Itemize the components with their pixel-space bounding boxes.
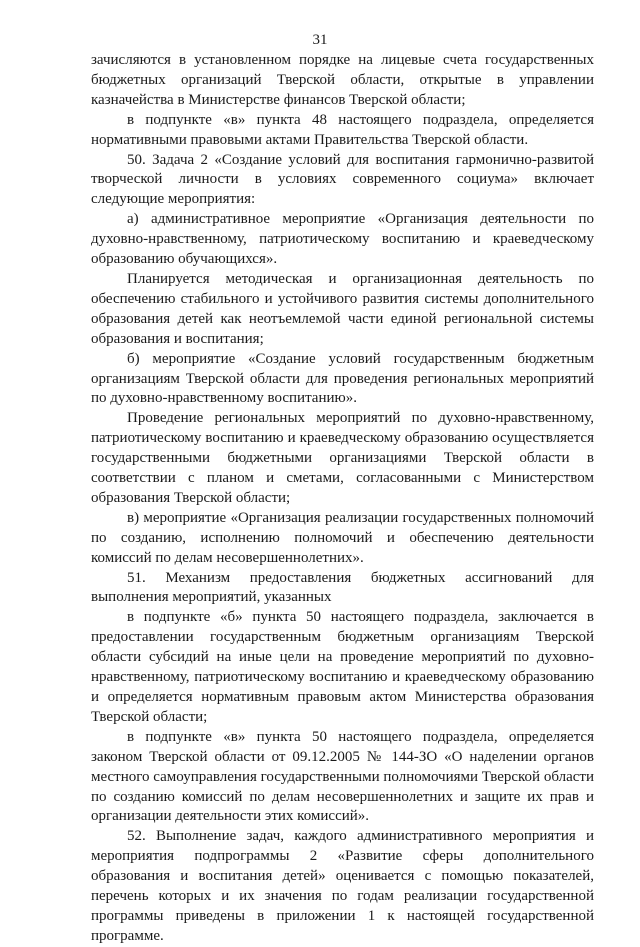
paragraph-continuation: зачисляются в установленном порядке на лицевые счета государственных бюджетных организаций Тверской области, открытые в управлении казначейства в Министерстве финансов Тверской области; — [91, 52, 594, 108]
paragraph-item-51: 51. Механизм предоставления бюджетных ассигнований для выполнения мероприятий, указанных — [91, 569, 594, 606]
paragraph-item-50: 50. Задача 2 «Создание условий для воспитания гармонично-развитой творческой личности в условиях современного социума» включает следующие мероприятия: — [91, 151, 594, 208]
paragraph-subpoint-v-48: в подпункте «в» пункта 48 настоящего подраздела, определяется нормативными правовыми актами Правительства Тверской области. — [91, 111, 594, 148]
paragraph-item-52: 52. Выполнение задач, каждого административного мероприятия и мероприятия подпрограммы 2 «Развитие сферы дополнительного образования и воспитания детей» оценивается с помощью показателей, перечень которых и их значения по годам реализации государственной программы приведены в приложении 1 к настоящей государственной программе. — [91, 828, 594, 944]
paragraph-item-50-b: б) мероприятие «Создание условий государственным бюджетным организациям Тверской области для проведения региональных мероприятий по духовно-нравственному воспитанию». — [91, 350, 594, 407]
paragraph-item-51-b: в подпункте «б» пункта 50 настоящего подраздела, заключается в предоставлении государственным бюджетным организациям Тверской области субсидий на иные цели на проведение мероприятий по духовно-нравственному, патриотическому воспитанию и краеведческому образованию и определяется нормативным правовым актом Министерства образования Тверской области; — [91, 609, 594, 725]
paragraph-planned-activity: Планируется методическая и организационная деятельность по обеспечению стабильного и устойчивого развития системы дополнительного образования детей как неотъемлемой части единой региональной системы образования и воспитания; — [91, 270, 594, 347]
paragraph-item-51-v: в подпункте «в» пункта 50 настоящего подраздела, определяется законом Тверской области от 09.12.2005 № 144-ЗО «О наделении органов местного самоуправления государственными полномочиями Тверской области по созданию комиссий по делам несовершеннолетних и защите их прав и организации деятельности этих комиссий». — [91, 728, 594, 825]
paragraph-item-50-v: в) мероприятие «Организация реализации государственных полномочий по созданию, исполнению полномочий и обеспечению деятельности комиссий по делам несовершеннолетних». — [91, 509, 594, 566]
paragraph-item-50-a: а) административное мероприятие «Организация деятельности по духовно-нравственному, патриотическому воспитанию и краеведческому образованию обучающихся». — [91, 211, 594, 268]
page-number: 31 — [312, 32, 328, 48]
paragraph-regional-events: Проведение региональных мероприятий по духовно-нравственному, патриотическому воспитанию и краеведческому образованию осуществляется государственными бюджетными организациями Тверской области в соответствии с планом и сметами, согласованными с Министерством образования Тверской области; — [91, 410, 594, 506]
document-body — [91, 51, 594, 947]
